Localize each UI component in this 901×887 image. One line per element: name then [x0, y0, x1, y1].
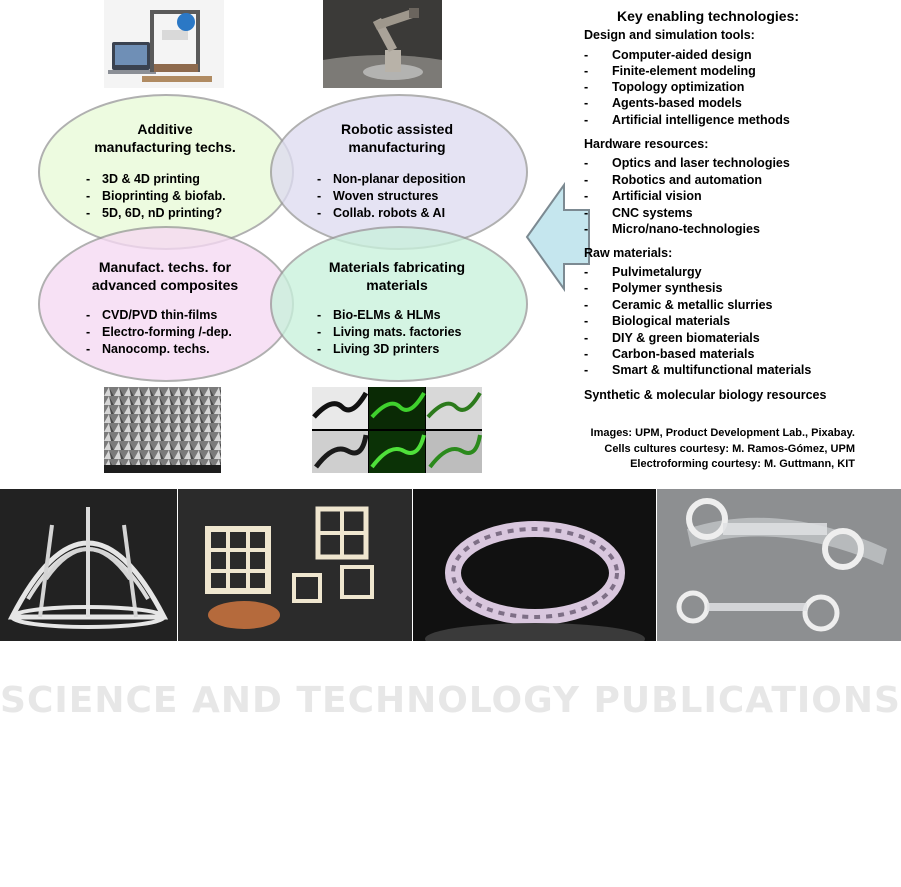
materials-title-line-1: Materials fabricating — [328, 259, 466, 275]
lattice-cubes-photo — [178, 489, 412, 641]
additive-list — [86, 171, 226, 222]
list-item: - Pulvimetalurgy — [584, 265, 702, 279]
robotic-title — [292, 120, 502, 156]
list-item: - Living mats. factories — [317, 325, 462, 339]
left-arrow-icon — [524, 182, 592, 292]
additive-title — [60, 120, 270, 156]
credit-line-3: Electroforming courtesy: M. Guttmann, KIT — [630, 458, 855, 470]
list-item: - Bioprinting & biofab. — [86, 189, 226, 203]
list-item: - Agents-based models — [584, 96, 742, 110]
list-item: - Ceramic & metallic slurries — [584, 298, 773, 312]
list-item: - Robotics and automation — [584, 173, 762, 187]
list-item: - Non-planar deposition — [317, 172, 466, 186]
section-heading: Raw materials: — [584, 246, 673, 260]
composites-title-line-2: advanced composites — [91, 277, 239, 293]
list-item: - Finite-element modeling — [584, 64, 756, 78]
list-item: - Electro-forming /-dep. — [86, 325, 232, 339]
list-item: - Polymer synthesis — [584, 281, 723, 295]
cell-culture-micrographs — [312, 387, 482, 473]
list-item: - Collab. robots & AI — [317, 206, 446, 220]
printer-photo — [104, 0, 224, 88]
credit-line-2: Cells cultures courtesy: M. Ramos-Gómez, UPM — [604, 443, 855, 455]
materials-list — [317, 307, 462, 358]
sem-microstructure-photo — [104, 387, 221, 473]
panel-title: Key enabling technologies: — [617, 8, 800, 24]
section-heading: Design and simulation tools: — [584, 28, 755, 42]
list-item: - Topology optimization — [584, 80, 745, 94]
composites-title-line-1: Manufact. techs. for — [98, 259, 232, 275]
panel-footer: Synthetic & molecular biology resources — [584, 388, 827, 402]
list-item: - CVD/PVD thin-films — [86, 308, 218, 322]
watermark-text: SCIENCE AND TECHNOLOGY PUBLICATIONS — [0, 680, 901, 721]
ellipse-materials — [270, 226, 528, 382]
list-item: - DIY & green biomaterials — [584, 331, 760, 345]
list-item: - Bio-ELMs & HLMs — [317, 308, 441, 322]
list-item: - Artificial intelligence methods — [584, 113, 790, 127]
ellipse-composites — [38, 226, 294, 382]
list-item: - Carbon-based materials — [584, 347, 755, 361]
list-item: - 5D, 6D, nD printing? — [86, 206, 223, 220]
list-item: - Artificial vision — [584, 189, 702, 203]
additive-title-line-1: Additive — [137, 121, 193, 137]
list-item: - Woven structures — [317, 189, 439, 203]
lattice-ring-photo — [413, 489, 656, 641]
list-item: - CNC systems — [584, 206, 693, 220]
materials-title-line-2: materials — [366, 277, 428, 293]
credit-line-1: Images: UPM, Product Development Lab., Pixabay. — [590, 427, 855, 439]
robotic-title-line-2: manufacturing — [348, 139, 446, 155]
materials-title — [292, 258, 502, 294]
section-heading: Hardware resources: — [584, 137, 709, 151]
list-item: - Smart & multifunctional materials — [584, 363, 812, 377]
list-item: - Micro/nano-technologies — [584, 222, 760, 236]
list-item: - Computer-aided design — [584, 48, 752, 62]
composites-list — [86, 307, 232, 358]
composites-title — [60, 258, 270, 294]
list-item: - Optics and laser technologies — [584, 156, 790, 170]
list-item: - Biological materials — [584, 314, 731, 328]
lattice-implants-photo — [657, 489, 901, 641]
list-item: - Living 3D printers — [317, 342, 440, 356]
additive-title-line-2: manufacturing techs. — [94, 139, 236, 155]
robotic-title-line-1: Robotic assisted — [340, 121, 454, 137]
lattice-dome-photo — [0, 489, 177, 641]
list-item: - Nanocomp. techs. — [86, 342, 210, 356]
list-item: - 3D & 4D printing — [86, 172, 200, 186]
robotic-list — [317, 171, 466, 222]
robot-arm-photo — [323, 0, 442, 88]
